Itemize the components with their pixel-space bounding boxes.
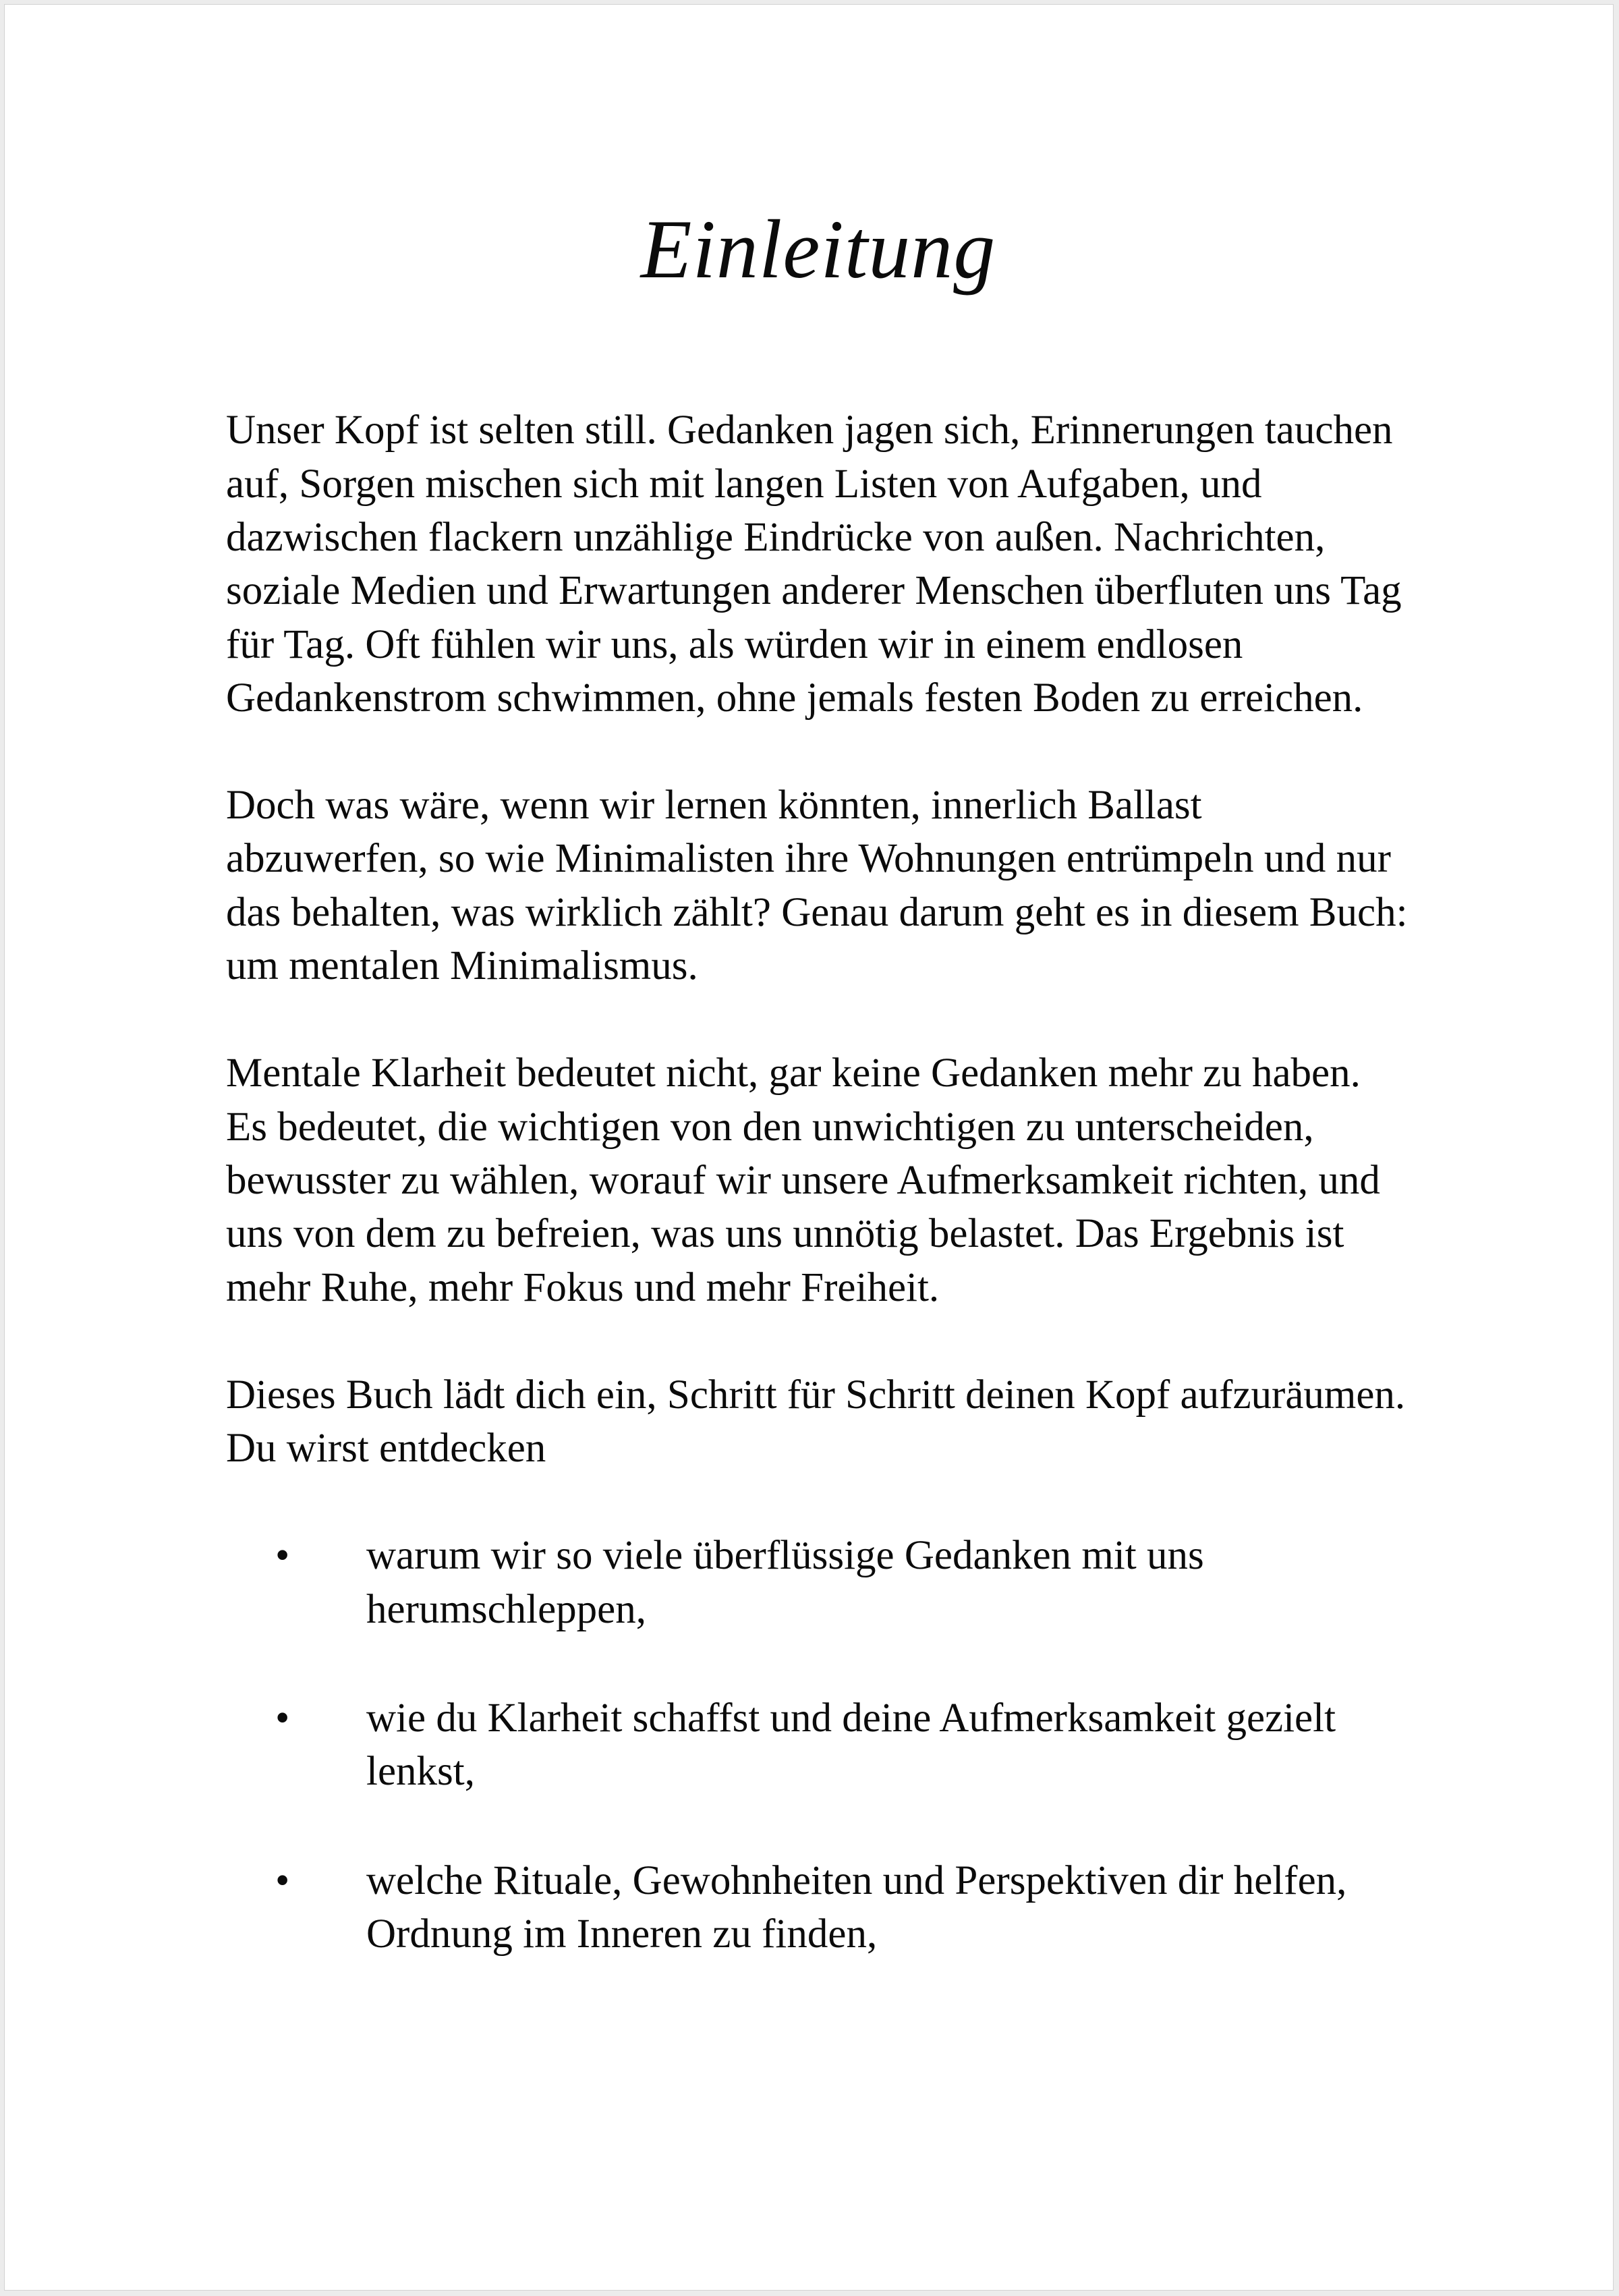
bullet-text: warum wir so viele überflüssige Gedanken mit uns herumschleppen, xyxy=(366,1533,1204,1632)
list-item xyxy=(226,1854,1411,1961)
bullet-text: welche Rituale, Gewohnheiten und Perspektiven dir helfen, Ordnung im Inneren zu finden, xyxy=(366,1857,1347,1957)
paragraph-1: Unser Kopf ist selten still. Gedanken jagen sich, Erinnerungen tauchen auf, Sorgen mischen sich mit langen Listen von Aufgaben, und dazwischen flackern unzählige Eindrücke von außen. Nachrichten, soziale Medien und Erwartungen anderer Menschen überfluten uns Tag für Tag. Oft fühlen wir uns, als würden wir in einem endlosen Gedankenstrom schwimmen, ohne jemals festen Boden zu erreichen. xyxy=(226,408,1402,721)
document-page xyxy=(4,4,1614,2291)
bullet-icon: • xyxy=(275,1696,290,1741)
bullet-icon: • xyxy=(275,1857,290,1903)
bullet-list xyxy=(226,1529,1411,1961)
list-item xyxy=(226,1691,1411,1799)
page-title: Einleitung xyxy=(640,203,996,296)
page-content xyxy=(5,5,1613,1961)
bullet-icon: • xyxy=(275,1533,290,1579)
bullet-text: wie du Klarheit schaffst und deine Aufmerksamkeit gezielt lenkst, xyxy=(366,1696,1336,1795)
paragraph-4: Dieses Buch lädt dich ein, Schritt für Schritt deinen Kopf aufzuräumen. Du wirst entdecken xyxy=(226,1372,1406,1472)
paragraph-3: Mentale Klarheit bedeutet nicht, gar keine Gedanken mehr zu haben. Es bedeutet, die wichtigen von den unwichtigen zu unterscheiden, bewusster zu wählen, worauf wir unsere Aufmerksamkeit richten, und uns von dem zu befreien, was uns unnötig belastet. Das Ergebnis ist mehr Ruhe, mehr Fokus und mehr Freiheit. xyxy=(226,1051,1380,1310)
list-item xyxy=(226,1529,1411,1636)
paragraph-2: Doch was wäre, wenn wir lernen könnten, innerlich Ballast abzuwerfen, so wie Minimalisten ihre Wohnungen entrümpeln und nur das behalten, was wirklich zählt? Genau darum geht es in diesem Buch: um mentalen Minimalismus. xyxy=(226,783,1408,989)
